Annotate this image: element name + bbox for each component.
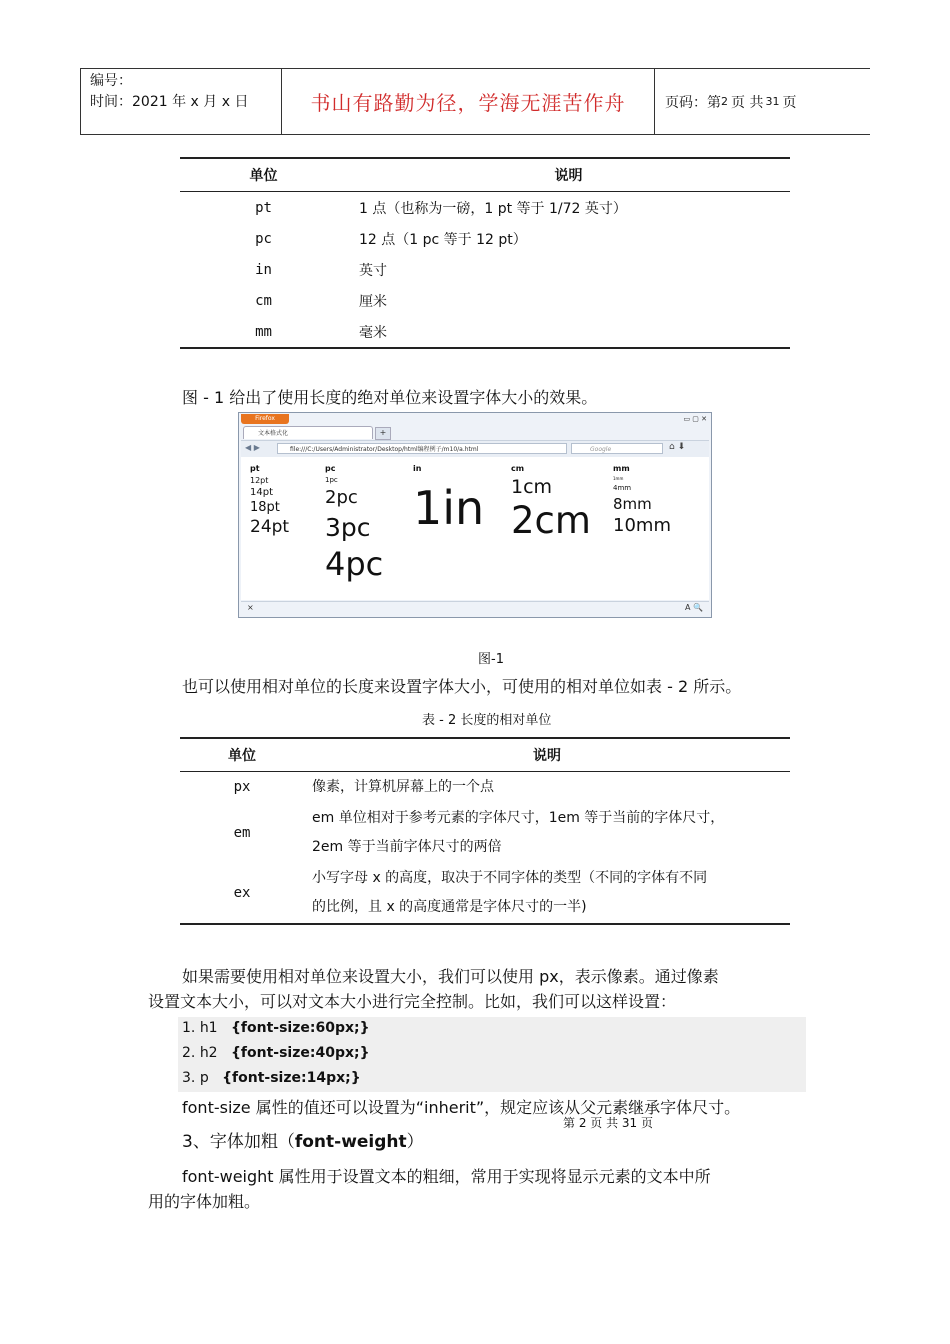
sample-8mm: 8mm [613,495,652,513]
desc-cell: 12 点（1 pc 等于 12 pt） [359,231,527,248]
back-forward-icon[interactable]: ◀ ▶ [245,443,260,452]
paragraph-relative-units: 也可以使用相对单位的长度来设置字体大小，可使用的相对单位如表 - 2 所示。 [182,677,742,696]
page-code-num: 2 [721,95,728,108]
desc-line: 像素，计算机屏幕上的一个点 [312,779,494,795]
unit-column-header: 单位 [228,748,256,764]
pc-column [325,463,383,584]
unit-cell: em [233,824,251,841]
sample-1pc: 1pc [325,476,338,484]
header-meta [81,69,282,134]
table-row [180,285,790,316]
paragraph-figure-intro: 图 - 1 给出了使用长度的绝对单位来设置字体大小的效果。 [182,388,598,407]
table-header-row [180,738,790,772]
date-label: 时间：2021 年 x 月 x 日 [90,94,249,110]
code-rule: {font-size:14px;} [222,1070,361,1086]
desc-line: 的比例，且 x 的高度通常是字体尺寸的一半) [312,899,587,915]
window-controls-icon[interactable]: ▭ ▢ ✕ [683,415,707,423]
line-number: 2. [182,1045,196,1061]
header-motto: 书山有路勤为径，学海无涯苦作舟 [282,69,655,134]
code-rule: {font-size:40px;} [230,1045,370,1061]
desc-cell [304,772,790,804]
code-selector: h2 [199,1045,218,1061]
heading-plain: 3、字体加粗（ [182,1132,295,1152]
sample-1cm: 1cm [511,476,553,498]
absolute-units-table [180,157,790,349]
sample-2pc: 2pc [325,487,358,508]
browser-content [241,457,709,600]
desc-line: 小写字母 x 的高度，取决于不同字体的类型（不同的字体有不同 [312,870,708,886]
sample-4mm: 4mm [613,484,632,492]
code-selector: p [199,1070,209,1086]
table-header-row [180,158,790,192]
table-row [180,254,790,285]
mm-heading: mm [613,464,630,473]
pc-heading: pc [325,464,336,473]
paragraph-font-weight-line2: 用的字体加粗。 [148,1192,261,1211]
paragraph-inherit: font-size 属性的值还可以设置为“inherit”，规定应该从父元素继承字体尺寸。 [182,1098,741,1117]
code-line [182,1045,370,1061]
heading-close: ） [406,1132,424,1152]
table-row [180,223,790,254]
table-row [180,192,790,224]
address-bar[interactable]: file:///C:/Users/Administrator/Desktop/html编程例子/m10/a.html [277,443,567,454]
page-code-mid: 页 共 [731,94,764,111]
sample-14pt: 14pt [250,487,273,498]
firefox-menu-button[interactable]: Firefox [241,414,289,424]
desc-line: em 单位相对于参考元素的字体尺寸，1em 等于当前的字体尺寸， [312,810,725,826]
search-input[interactable]: Google [571,443,663,454]
unit-column-header: 单位 [249,168,278,184]
desc-line: 2em 等于当前字体尺寸的两倍 [312,839,502,855]
paragraph-font-weight-line1: font-weight 属性用于设置文本的粗细，常用于实现将显示元素的文本中所 [182,1167,711,1186]
unit-cell: cm [255,292,272,309]
status-bar [241,601,709,616]
desc-cell: 厘米 [359,293,387,310]
page-code-suffix: 页 [782,94,797,111]
unit-cell: pt [255,199,272,216]
cm-column [511,463,591,543]
unit-cell: ex [233,884,251,901]
unit-cell: pc [255,230,272,247]
navigation-bar [241,440,709,458]
code-selector: h1 [199,1020,218,1036]
unit-cell: mm [255,323,272,340]
desc-cell [304,803,790,863]
sample-1mm: 1mm [613,476,624,481]
cm-heading: cm [511,464,525,473]
sample-4pc: 4pc [325,545,384,583]
table-row [180,772,790,804]
line-number: 3. [182,1070,196,1086]
desc-column-header: 说明 [554,168,583,184]
zoom-icon[interactable]: A 🔍 [685,603,703,612]
table2-caption: 表 - 2 长度的相对单位 [422,713,552,728]
sample-18pt: 18pt [250,500,280,515]
footer-page-number: 第 2 页 共 31 页 [563,1116,653,1130]
home-icon[interactable]: ⌂ ⬇ [669,442,686,452]
page-code-prefix: 页码：第 [665,94,721,111]
sample-3pc: 3pc [325,513,371,542]
page-code-total: 31 [765,95,780,108]
sample-10mm: 10mm [613,515,671,536]
code-line [182,1020,370,1036]
desc-cell: 毫米 [359,324,387,341]
sample-12pt: 12pt [250,476,269,485]
in-heading: in [413,464,422,473]
close-addon-bar-icon[interactable]: × [247,603,254,612]
unit-cell: px [233,779,251,795]
figure-browser-screenshot [238,412,712,618]
pt-column [250,463,289,538]
new-tab-button[interactable]: + [375,427,391,440]
relative-units-table [180,737,790,925]
in-column [413,463,484,537]
section-heading-font-weight [182,1128,424,1156]
code-line [182,1070,361,1086]
sample-24pt: 24pt [250,517,290,537]
mm-column [613,463,671,538]
header-page-code [655,69,870,134]
sample-1in: 1in [413,481,485,535]
pt-heading: pt [250,464,260,473]
heading-bold: font-weight [294,1132,407,1152]
desc-cell: 1 点（也称为一磅，1 pt 等于 1/72 英寸） [359,200,627,217]
number-label: 编号： [90,73,132,89]
line-number: 1. [182,1020,196,1036]
browser-tab[interactable]: 文本格式化 [243,426,373,439]
document-header [80,68,870,135]
table-row [180,316,790,348]
desc-column-header: 说明 [533,748,561,764]
desc-cell [304,863,790,924]
code-rule: {font-size:60px;} [230,1020,370,1036]
unit-cell: in [255,261,272,278]
table-row [180,803,790,863]
table-row [180,863,790,924]
figure-caption: 图-1 [478,652,504,667]
paragraph-px-line1: 如果需要使用相对单位来设置大小，我们可以使用 px，表示像素。通过像素 [182,967,719,986]
code-block [178,1017,806,1092]
desc-cell: 英寸 [359,262,387,279]
paragraph-px-line2: 设置文本大小，可以对文本大小进行完全控制。比如，我们可以这样设置： [148,992,677,1011]
sample-2cm: 2cm [511,499,591,542]
